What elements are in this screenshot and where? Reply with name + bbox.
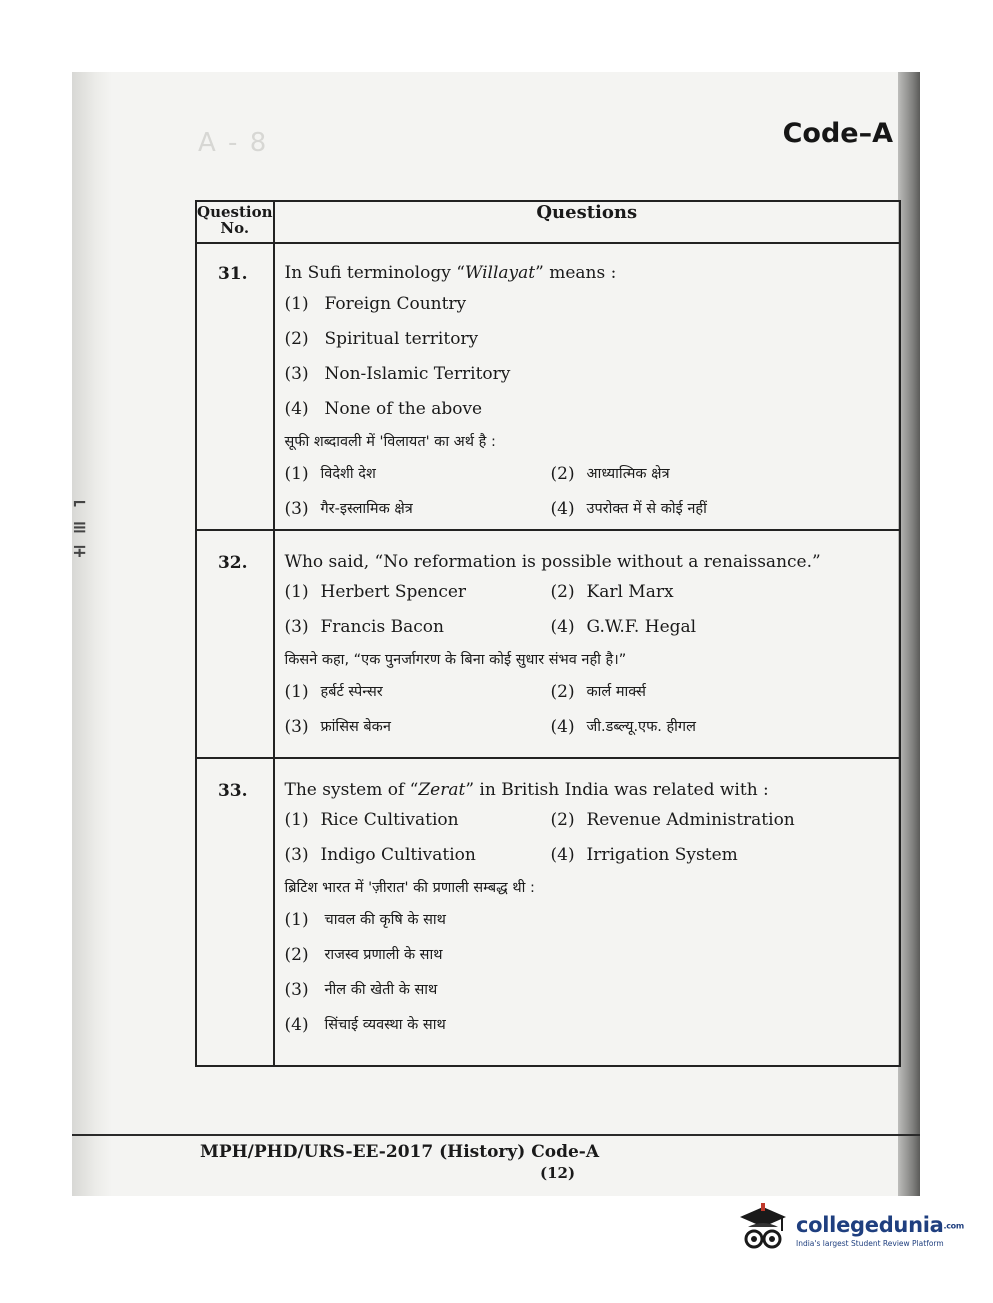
question-cell xyxy=(274,530,901,758)
hindi-question-text: ब्रिटिश भारत में 'ज़ीरात' की प्रणाली सम्बद्ध थी : xyxy=(284,880,535,896)
page-right-edge xyxy=(898,72,920,1196)
bottom-fold-line xyxy=(72,1134,920,1136)
brand-name: collegedunia.com xyxy=(796,1212,964,1237)
hindi-options-row-2: (3) फ्रांसिस बेकन (4) जी.डब्ल्यू.एफ. हीगल xyxy=(284,717,696,737)
page-left-edge xyxy=(72,72,112,1196)
options-row-1: (1) Herbert Spencer (2) Karl Marx xyxy=(284,582,674,602)
collegedunia-watermark xyxy=(736,1202,966,1258)
question-row-33 xyxy=(196,758,900,1066)
hindi-question-text: सूफी शब्दावली में 'विलायत' का अर्थ है : xyxy=(284,434,496,450)
brand-tagline: India's largest Student Review Platform xyxy=(796,1238,944,1248)
hindi-option-2: (2) राजस्व प्रणाली के साथ xyxy=(284,945,443,965)
hindi-option-1: (1) चावल की कृषि के साथ xyxy=(284,910,446,930)
options-row-1: (1) Rice Cultivation (2) Revenue Administration xyxy=(284,810,795,830)
graduate-owl-icon xyxy=(736,1203,790,1257)
question-cell xyxy=(274,758,901,1066)
header-question-no: Question No. xyxy=(196,201,274,243)
hindi-option-3: (3) नील की खेती के साथ xyxy=(284,980,438,1000)
option-1: (1) Foreign Country xyxy=(284,294,467,314)
page-number: (12) xyxy=(540,1164,576,1182)
code-header: Code–A xyxy=(782,118,893,149)
question-text: The system of “Zerat” in British India was related with : xyxy=(284,780,769,800)
questions-table xyxy=(195,200,901,1067)
options-row-2: (3) Francis Bacon (4) G.W.F. Hegal xyxy=(284,617,697,637)
option-3: (3) Non-Islamic Territory xyxy=(284,364,511,384)
question-text: Who said, “No reformation is possible without a renaissance.” xyxy=(284,552,821,572)
side-bleed-glyphs: ⌐ ≡ ∓ xyxy=(72,493,88,562)
hindi-options-row-2: (3) गैर-इस्लामिक क्षेत्र (4) उपरोक्त में से कोई नहीं xyxy=(284,499,707,519)
question-number: 32. xyxy=(196,530,274,758)
scanned-page xyxy=(72,72,920,1196)
hindi-question-text: किसने कहा, “एक पुनर्जागरण के बिना कोई सुधार संभव नही है।” xyxy=(284,652,627,668)
table-header-row xyxy=(196,201,900,243)
question-row-32 xyxy=(196,530,900,758)
question-text: In Sufi terminology “Willayat” means : xyxy=(284,263,617,283)
ghost-mark: A - 8 xyxy=(198,128,269,158)
hindi-options-row-1: (1) हर्बर्ट स्पेन्सर (2) कार्ल मार्क्स xyxy=(284,682,646,702)
options-row-2: (3) Indigo Cultivation (4) Irrigation System xyxy=(284,845,738,865)
hindi-option-4: (4) सिंचाई व्यवस्था के साथ xyxy=(284,1015,446,1035)
page-footer: MPH/PHD/URS-EE-2017 (History) Code-A xyxy=(200,1142,600,1162)
option-2: (2) Spiritual territory xyxy=(284,329,479,349)
header-questions: Questions xyxy=(274,201,901,243)
option-4: (4) None of the above xyxy=(284,399,483,419)
question-cell xyxy=(274,243,901,530)
question-row-31 xyxy=(196,243,900,530)
question-number: 33. xyxy=(196,758,274,1066)
question-number: 31. xyxy=(196,243,274,530)
hindi-options-row-1: (1) विदेशी देश (2) आध्यात्मिक क्षेत्र xyxy=(284,464,670,484)
